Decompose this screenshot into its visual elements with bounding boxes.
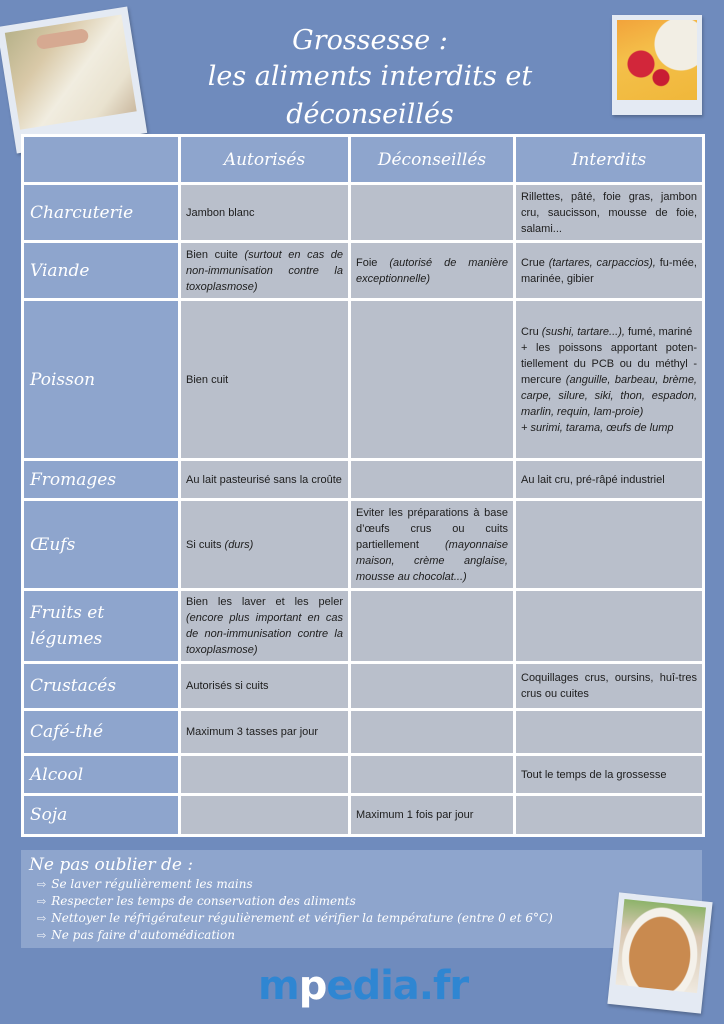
fruit-cereal-photo xyxy=(612,15,702,115)
cell-interdits xyxy=(515,500,704,590)
page-title xyxy=(120,24,620,134)
cell-autorises xyxy=(180,755,350,795)
cell-text: Foie xyxy=(356,256,378,269)
cell-note: + surimi, tarama, œufs de lump xyxy=(521,421,674,434)
category-fruits-legumes: Fruits et légumes xyxy=(23,590,180,663)
reminder-heading: Ne pas oublier de : xyxy=(29,855,194,875)
table-row xyxy=(23,795,704,836)
cell-autorises xyxy=(180,590,350,663)
mpedia-logo[interactable] xyxy=(258,962,468,1010)
cell-autorises xyxy=(180,500,350,590)
category-oeufs: Œufs xyxy=(23,500,180,590)
reminder-item xyxy=(29,927,594,944)
cell-interdits: Rillettes, pâté, foie gras, jambon cru, saucisson, mousse de foie, salami... xyxy=(515,184,704,242)
reminder-item xyxy=(29,893,594,910)
cell-deconseilles xyxy=(350,300,515,460)
cell-text: Bien cuite xyxy=(186,248,238,261)
category-poisson: Poisson xyxy=(23,300,180,460)
cell-note: (autorisé de manière exceptionnelle) xyxy=(356,256,508,285)
cell-interdits xyxy=(515,590,704,663)
reminder-text: Ne pas faire d'automédication xyxy=(51,928,235,942)
cell-text: Bien les laver et les peler xyxy=(186,596,343,608)
cell-autorises: Jambon blanc xyxy=(180,184,350,242)
soup-photo xyxy=(607,892,712,1013)
arrow-right-icon: ⇨ xyxy=(37,929,47,942)
cell-note: (sushi, tartare...), xyxy=(541,325,625,338)
food-table xyxy=(21,134,705,837)
cell-note: (tartares, carpaccios), xyxy=(548,256,656,269)
arrow-right-icon: ⇨ xyxy=(37,895,47,908)
cell-text: Cru xyxy=(521,325,539,338)
header-empty xyxy=(23,136,180,184)
table-row xyxy=(23,500,704,590)
cell-deconseilles xyxy=(350,460,515,500)
cell-deconseilles xyxy=(350,590,515,663)
cell-interdits xyxy=(515,242,704,300)
cell-deconseilles xyxy=(350,663,515,710)
table-row xyxy=(23,184,704,242)
header-interdits: Interdits xyxy=(515,136,704,184)
reminder-box xyxy=(21,850,602,948)
reminder-text: Nettoyer le réfrigérateur régulièrement et vérifier la température (entre 0 et 6°C) xyxy=(51,911,553,925)
photo-image xyxy=(615,899,706,993)
cell-deconseilles xyxy=(350,242,515,300)
pregnant-woman-photo xyxy=(0,6,147,153)
table-row xyxy=(23,663,704,710)
cell-interdits: Au lait cru, pré-râpé industriel xyxy=(515,460,704,500)
table-header-row xyxy=(23,136,704,184)
photo-image xyxy=(617,20,697,100)
reminder-item xyxy=(29,910,594,927)
cell-text: Eviter les préparations à base d’œufs crus ou cuits partiellement xyxy=(356,506,508,551)
category-fromages: Fromages xyxy=(23,460,180,500)
table-row xyxy=(23,710,704,755)
photo-image xyxy=(5,14,137,129)
category-soja: Soja xyxy=(23,795,180,836)
cell-note: (durs) xyxy=(224,538,254,551)
logo-rest: edia.fr xyxy=(326,963,469,1009)
reminder-text: Se laver régulièrement les mains xyxy=(51,877,253,891)
cell-autorises: Maximum 3 tasses par jour xyxy=(180,710,350,755)
cell-deconseilles: Maximum 1 fois par jour xyxy=(350,795,515,836)
cell-text: fumé, mariné xyxy=(628,325,693,338)
table-row xyxy=(23,242,704,300)
cell-autorises xyxy=(180,795,350,836)
cell-text: + les poissons apportant poten-tiellement du PCB ou du méthyl -mercure xyxy=(521,341,697,386)
cell-deconseilles xyxy=(350,500,515,590)
cell-autorises: Bien cuit xyxy=(180,300,350,460)
category-alcool: Alcool xyxy=(23,755,180,795)
table-row xyxy=(23,590,704,663)
cell-text: Crue xyxy=(521,256,545,269)
cell-autorises: Autorisés si cuits xyxy=(180,663,350,710)
cell-deconseilles xyxy=(350,184,515,242)
cell-interdits: Tout le temps de la grossesse xyxy=(515,755,704,795)
logo-p: p xyxy=(298,963,327,1009)
title-line-1: Grossesse : xyxy=(292,25,448,56)
cell-text: Si cuits xyxy=(186,538,222,551)
arrow-right-icon: ⇨ xyxy=(37,878,47,891)
cell-interdits xyxy=(515,300,704,460)
header-deconseilles: Déconseillés xyxy=(350,136,515,184)
table-row xyxy=(23,460,704,500)
reminder-text: Respecter les temps de conservation des aliments xyxy=(51,894,356,908)
logo-m: m xyxy=(258,963,299,1009)
cell-deconseilles xyxy=(350,755,515,795)
title-line-2: les aliments interdits et déconseillés xyxy=(207,61,533,130)
cell-text: fu-mée, marinée, gibier xyxy=(521,256,697,285)
cell-note: (anguille, barbeau, brème, carpe, silure, siki, thon, espadon, marlin, requin, lam-proie) xyxy=(521,373,697,418)
table-row xyxy=(23,300,704,460)
cell-interdits xyxy=(515,795,704,836)
cell-note: (surtout en cas de non-immunisation contre la toxoplasmose) xyxy=(186,248,343,293)
reminder-list xyxy=(29,876,594,944)
category-charcuterie: Charcuterie xyxy=(23,184,180,242)
header-autorises: Autorisés xyxy=(180,136,350,184)
arrow-right-icon: ⇨ xyxy=(37,912,47,925)
cell-note: (mayonnaise maison, crème anglaise, mousse au chocolat...) xyxy=(356,538,508,583)
cell-interdits: Coquillages crus, oursins, huî-tres crus ou cuites xyxy=(515,663,704,710)
cell-interdits xyxy=(515,710,704,755)
category-viande: Viande xyxy=(23,242,180,300)
category-crustaces: Crustacés xyxy=(23,663,180,710)
cell-deconseilles xyxy=(350,710,515,755)
category-cafe-the: Café-thé xyxy=(23,710,180,755)
cell-autorises: Au lait pasteurisé sans la croûte xyxy=(180,460,350,500)
table-row xyxy=(23,755,704,795)
cell-autorises xyxy=(180,242,350,300)
cell-note: (encore plus important en cas de non-immunisation contre la toxoplasmose) xyxy=(186,612,343,656)
reminder-item xyxy=(29,876,594,893)
